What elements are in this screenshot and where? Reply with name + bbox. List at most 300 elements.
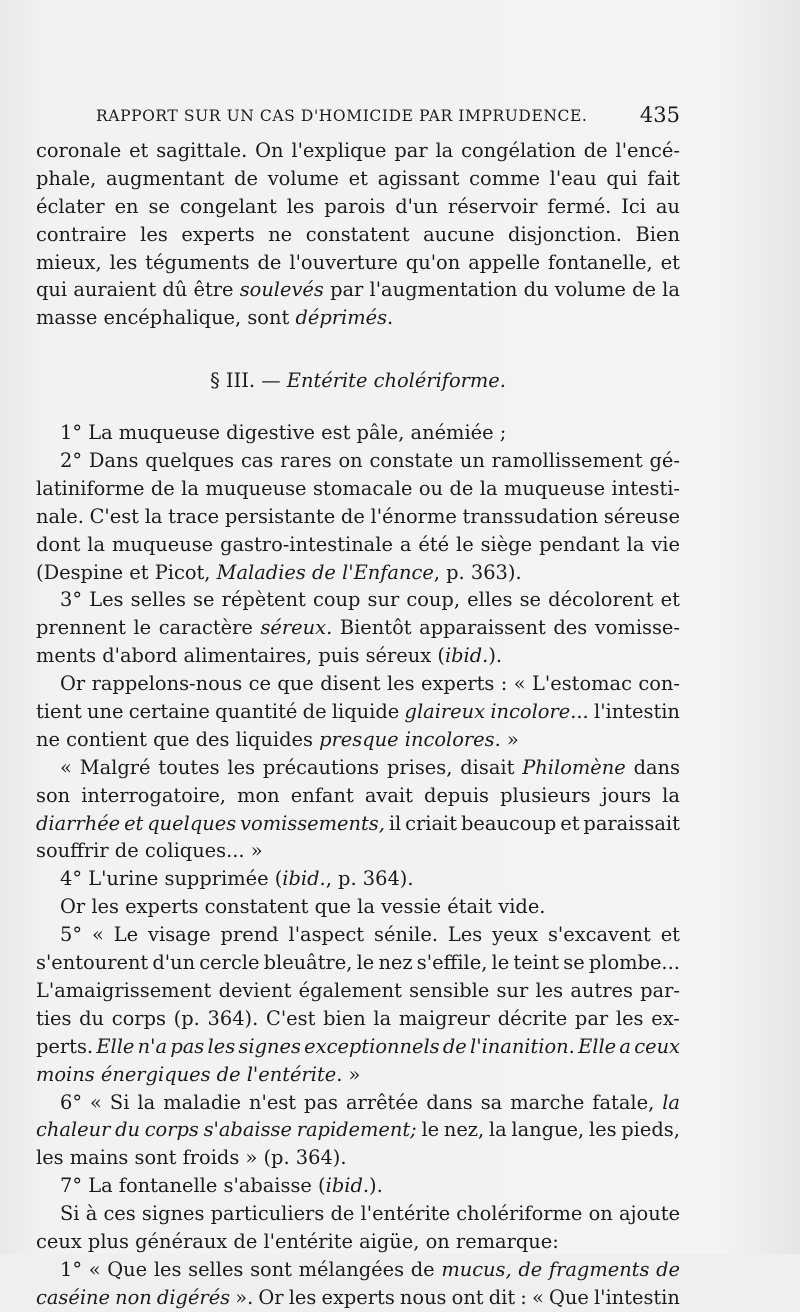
word: se [148,194,170,218]
word: prennent [36,616,126,640]
word: incolore... [490,700,589,724]
word: stomacale [312,476,413,500]
word: sénile. [374,923,438,947]
word: la [662,783,680,807]
word: du [79,1006,105,1030]
word: gé- [649,449,680,473]
word: autres [570,978,633,1002]
word: les [288,1285,317,1309]
word: Or [258,1285,284,1309]
word: C'est [266,1006,316,1030]
word: maladie [163,1090,241,1114]
word: ne [268,222,293,246]
word: pas [170,1034,205,1058]
word: ties [36,1006,72,1030]
word: de [632,278,656,302]
word: de [340,504,365,528]
word: son [36,783,71,807]
text-line [36,782,680,810]
word: s'entourent [36,951,149,975]
word: ... [570,700,589,724]
word: a [399,532,412,556]
word: rappelons-nous [91,672,243,696]
word: ramollissement [491,449,643,473]
text-line [36,949,680,977]
word: yeux [492,923,539,947]
body-text [36,137,680,1312]
word: diarrhée [36,811,121,835]
text-line [36,503,680,531]
word: Bien [635,222,680,246]
word: fatale, [592,1090,655,1114]
word: chaleur [36,1118,111,1142]
text-line [36,137,680,165]
word: Elle [96,1034,135,1058]
word: les [140,222,168,246]
word: langue, [511,1118,585,1142]
word: 364). [207,1006,259,1030]
word: n'est [249,1090,297,1114]
word: n'a [137,1034,168,1058]
word: l'augmentation [369,278,518,302]
word: interrogatoire, [81,783,226,807]
word: plusieurs [500,783,591,807]
word: le [491,951,510,975]
text-segment: Or les experts constatent que la vessie était vide. [60,895,546,919]
word: « [91,923,104,947]
word: les [109,250,138,274]
word: s'abaisse [203,1118,292,1142]
word: glaireux [404,700,486,724]
word: il [388,811,402,835]
word: se [519,588,542,612]
word: ce [248,672,271,696]
text-segment: (Despine et Picot, [36,560,217,584]
word: ceux [634,1034,680,1058]
word: ou [418,476,444,500]
text-segment: moins énergiques de l'entérite [36,1062,337,1086]
text-segment: , p. 364). [325,867,414,891]
word: téguments [145,250,250,274]
word: dans [633,755,680,779]
word: 2° [60,449,83,473]
word: signes [238,1034,301,1058]
word: intesti- [611,476,680,500]
word: 3° [60,588,83,612]
word: caséine [36,1285,111,1309]
text-segment: Maladies de l'Enfance [216,560,434,584]
word: sensible [409,978,490,1002]
word: muqueuse [111,532,214,556]
text-line [36,670,680,698]
word: coup [312,588,361,612]
word: vomisse- [594,616,680,640]
word: séreux. [260,616,333,640]
word: la [488,1118,507,1142]
word: la [662,1090,680,1114]
word: rares [280,449,332,473]
word: toutes [158,755,220,779]
word: tient [36,700,82,724]
text-line [36,642,680,670]
text-line [36,559,680,587]
text-segment: masse encéphalique, sont [36,306,296,330]
text-line [36,193,680,221]
text-segment: déprimés [295,306,388,330]
word: des [553,616,588,640]
running-title: RAPPORT SUR UN CAS D'HOMICIDE PAR IMPRUDENCE. [96,107,588,125]
word: prises, [386,755,453,779]
word: la [662,278,680,302]
word: Si [60,1202,80,1226]
text-segment: 1° La muqueuse digestive est pâle, anémiée ; [60,421,507,445]
text-segment: ibid. [325,1174,370,1198]
word: les [227,755,256,779]
word: parois [324,194,386,218]
word: selles [188,1257,244,1281]
word: fermé. [547,194,612,218]
text-line [36,586,680,614]
word: sont [250,1257,292,1281]
word: se [193,588,215,612]
text-line [36,1089,680,1117]
word: éclater [36,194,105,218]
word: aucune [423,222,495,246]
word: le [133,616,152,640]
word: ex- [651,1006,680,1030]
word: congélation [461,139,576,162]
word: les [153,1257,182,1281]
word: constate [369,449,454,473]
word: décrite [497,1006,568,1030]
word: caractère [158,616,253,640]
word: Si [109,1090,130,1114]
text-segment: ). [369,1174,383,1198]
word: l'encé- [615,139,680,162]
word: paraissait [583,811,680,835]
word: par [574,1006,609,1030]
word: phale, [36,166,97,190]
word: le [356,951,375,975]
word: disjonction. [508,222,622,246]
running-header [96,103,680,131]
word: cas [240,449,274,473]
word: sur [496,978,529,1002]
word: la [87,532,106,556]
text-line [36,475,680,503]
word: 5° [60,923,83,947]
text-segment: ments d'abord alimentaires, puis séreux ( [36,644,445,668]
text-line [36,419,680,447]
word: On [255,139,284,162]
word: comme [469,166,540,190]
word: et [560,811,580,835]
word: digérés [156,1285,231,1309]
word: l'eau [549,166,597,190]
word: : [500,672,508,696]
word: « [531,1285,544,1309]
word: mucus, [441,1257,512,1281]
word: persistante [224,504,336,528]
word: disait [460,755,515,779]
word: 1° [60,1257,83,1281]
word: sagittale. [156,139,248,162]
word: appelle [468,250,540,274]
word: les [386,672,415,696]
word: bleuâtre, [263,951,353,975]
word: nez [378,951,413,975]
text-line [36,221,680,249]
word: de [449,476,474,500]
word: a [619,1034,631,1058]
word: qu'on [405,250,461,274]
word: et [124,811,144,835]
word: une [87,700,124,724]
word: dit [488,1285,516,1309]
word: coronale [36,139,122,162]
word: l'énorme [370,504,457,528]
word: selles [130,588,186,612]
word: la [435,139,454,162]
word: non [115,1285,152,1309]
word: dont [36,532,81,556]
word: Ici [621,194,646,218]
word: la [181,476,199,500]
word: quelques [145,449,235,473]
text-line [36,1005,680,1033]
word: Les [447,923,483,947]
text-line [36,726,680,754]
word: que [277,672,314,696]
word: siège [480,532,533,556]
word: Les [89,588,124,612]
word: contraire [36,222,127,246]
text-line [36,921,680,949]
text-segment: 4° L'urine supprimée ( [60,867,283,891]
word: cercle [199,951,260,975]
text-line [36,1116,680,1144]
word: Or [60,672,86,696]
word: . [326,616,333,640]
word: nous [399,1285,447,1309]
word: rapidement; [296,1118,417,1142]
word: d'un [395,194,438,218]
page-number: 435 [639,103,680,127]
text-line [36,865,680,893]
word: particuliers [210,1202,325,1226]
word: également [298,978,402,1002]
word: nale. [36,504,84,528]
text-segment: . » [336,1062,361,1086]
word: ces [103,1202,136,1226]
text-line [36,614,680,642]
word: et [660,923,680,947]
text-line [36,1033,680,1061]
word: et [660,588,680,612]
word: jours [601,783,652,807]
word: marche [510,1090,585,1114]
word: les [588,1118,617,1142]
word: vie [651,532,680,556]
word: le [456,532,474,556]
word: s'excavent [547,923,651,947]
word: « [90,1090,102,1114]
word: l'ouverture [289,250,398,274]
text-line [36,698,680,726]
word: enfant [290,783,354,807]
word: la [626,532,645,556]
word: de [442,1034,467,1058]
word: Dans [88,449,139,473]
word: séreuse [603,504,680,528]
word: agissant [377,166,460,190]
word: qui [36,278,68,302]
text-line [36,1228,680,1256]
word: Malgré [79,755,151,779]
word: Philomène [522,755,626,779]
word: fait [647,166,680,190]
word: par [394,139,428,162]
word: par- [640,978,680,1002]
text-segment: souffrir de coliques... » [36,839,263,863]
word: bien [323,1006,366,1030]
word: gastro-intestinale [220,532,393,556]
text-line [36,1144,680,1172]
word: latiniforme [36,476,145,500]
word: on [338,449,363,473]
word: la [144,504,163,528]
word: sur [367,588,400,612]
word: visage [148,923,211,947]
word: teint [513,951,560,975]
word: auraient [73,278,157,302]
word: et [348,166,368,190]
text-segment: Entérite cholériforme. [286,369,506,393]
word: à [85,1202,98,1226]
word: corps [111,1006,166,1030]
word: Le [113,923,139,947]
text-line [36,447,680,475]
word: volume [267,166,339,190]
word: d'un [152,951,196,975]
word: l'inanition. [470,1034,575,1058]
word: exceptionnels [304,1034,440,1058]
word: fontanelle, [547,250,653,274]
word: nez, [443,1118,485,1142]
word: prend [220,923,279,947]
word: fragments [548,1257,650,1281]
word: plombe... [588,951,680,975]
word: devient [218,978,292,1002]
word: Que [548,1285,589,1309]
word: par [330,278,364,302]
text-line [36,304,680,332]
word: les [615,1006,644,1030]
word: avait [364,783,413,807]
text-line [36,1200,680,1228]
word: le [421,1118,440,1142]
word: signes [141,1202,205,1226]
text-line [36,276,680,304]
word: coup, [406,588,460,612]
word: disent [320,672,381,696]
word: 6° [60,1090,83,1114]
word: pendant [539,532,620,556]
word: du [523,278,549,302]
word: liquide [331,700,400,724]
word: Que [107,1257,148,1281]
word: été [418,532,450,556]
word: dans [426,1090,473,1114]
word: les [535,978,564,1002]
word: depuis [424,783,489,807]
word: augmentant [106,166,225,190]
text-segment: . » [494,727,519,751]
word: l'aspect [288,923,365,947]
text-segment: presque incolores [319,727,495,751]
text-line [36,1061,680,1089]
text-segment: , p. 363). [433,560,522,584]
text-segment: . [387,306,394,330]
word: trace [168,504,220,528]
text-segment: 7° La fontanelle s'abaisse ( [60,1174,326,1198]
word: au [655,194,680,218]
word: vomissements, [240,811,385,835]
text-segment: ne contient que des liquides [36,727,320,751]
text-line [36,249,680,277]
word: de [302,700,327,724]
text-segment: ceux plus généraux de l'entérite aigüe, on remarque: [36,1229,559,1253]
word: ». [235,1285,254,1309]
word: l'explique [291,139,387,162]
word: beaucoup [460,811,557,835]
word: de [410,1257,435,1281]
word: Bientôt [339,616,412,640]
word: criait [405,811,458,835]
word: réservoir [447,194,538,218]
word: muqueuse [205,476,307,500]
word: apparaissent [419,616,546,640]
word: (p. [173,1006,200,1030]
word: de [583,139,608,162]
word: arrêtée [345,1090,419,1114]
word: s'effile, [416,951,488,975]
word: en [114,194,139,218]
word: elles [467,588,513,612]
word: , [505,1257,512,1281]
word: , [378,811,385,835]
word: maigreur [398,1006,490,1030]
word: répètent [221,588,306,612]
word: soulevés [239,278,324,302]
word: la [137,1090,156,1114]
word: C'est [89,504,139,528]
text-line [36,810,680,838]
word: L'estomac [532,672,632,696]
text-line [36,977,680,1005]
word: décolorent [548,588,654,612]
word: constatent [305,222,410,246]
word: mon [237,783,280,807]
word: un [459,449,485,473]
text-line [36,1172,680,1200]
word: volume [554,278,626,302]
word: et [129,139,149,162]
text-line [36,1284,680,1312]
word: experts [421,672,495,696]
word: de [150,476,175,500]
text-line [36,837,680,865]
